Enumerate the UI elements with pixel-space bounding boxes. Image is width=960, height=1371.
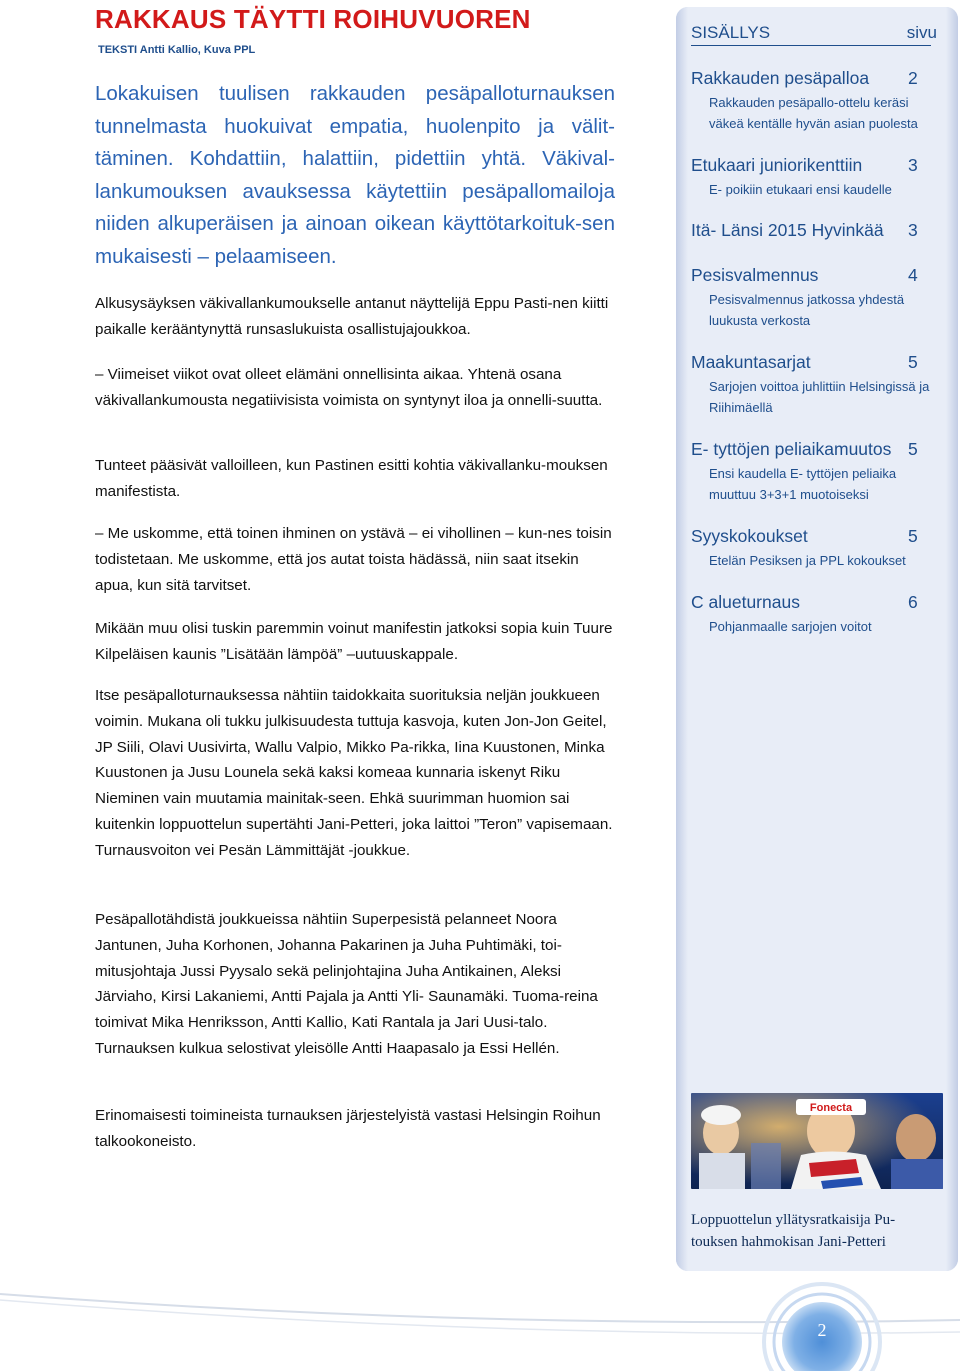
toc-entry-description: Etelän Pesiksen ja PPL kokoukset [709,553,906,568]
toc-entry-title: Rakkauden pesäpalloa [691,68,870,88]
toc-entry-description: Rakkauden pesäpallo-ottelu keräsi väkeä kentälle hyvän asian puolesta [709,95,918,131]
toc-entry-title: Syyskokoukset [691,526,808,546]
toc-entry-title: C alueturnaus [691,592,800,612]
article-byline: TEKSTI Antti Kallio, Kuva PPL [98,44,256,56]
toc-entry-title: Maakuntasarjat [691,352,811,372]
body-paragraph-8: Erinomaisesti toimineista turnauksen järjestelyistä vastasi Helsingin Roihun talkookoneisto. [95,1107,601,1150]
article-headline: RAKKAUS TÄYTTI ROIHUVUOREN [95,4,531,34]
toc-entry-page: 5 [908,352,918,372]
photo-banner-text: Fonecta [809,1102,853,1114]
body-paragraph-2: – Viimeiset viikot ovat olleet elämäni onnellisinta aikaa. Yhtenä osana väkivallankumousta negatiivisista voimista on syntynyt iloa ja onnelli-suutta. [95,366,603,409]
toc-page-label: sivu [906,23,937,42]
toc-entry-description: E- poikiin etukaari ensi kaudelle [709,182,892,197]
toc-entry-page: 5 [908,439,918,459]
crowd-photo-illustration [691,1093,943,1189]
toc-entry-title: E- tyttöjen peliaikamuutos [691,439,892,459]
body-paragraph-6: Itse pesäpalloturnauksessa nähtiin taidokkaita suorituksia neljän joukkueen voimin. Mukana oli tukku julkisuudesta tuttuja kasvoja, kuten Jon-Jon Geitel, JP Siili, Olavi Uusivirta, Wallu Valpio, Mikko Pa-rikka, Iina Kuustonen, Minka Kuustonen ja Jusu Lounela sekä kaksi komeaa kunnaria iskenyt Riku Nieminen vain muutamia mainitak-seen. Ehkä suurimman huomion sai kuitenkin loppuottelun supertähti Jani-Petteri, joka laittoi ”Teron” vapisemaan. Turnausvoiton vei Pesän Lämmittäjät -joukkue. [95,687,613,859]
body-paragraph-5: Mikään muu olisi tuskin paremmin voinut manifestin jatkoksi sopia kuin Tuure Kilpeläisen kaunis ”Lisätään lämpöä” –uutuuskappale. [95,620,613,663]
toc-entry-page: 2 [908,68,918,88]
body-paragraph-1: Alkusysäyksen väkivallankumoukselle antanut näyttelijä Eppu Pasti-nen kiitti paikalle kerääntynyttä runsaslukuista osallistujajoukkoa. [95,295,609,338]
toc-header [691,21,937,46]
article-lead: Lokakuisen tuulisen rakkauden pesäpalloturnauksen tunnelmasta huokuivat empatia, huolenpito ja välit-täminen. Kohdattiin, halattiin, pidettiin yhtä. Väkival-lankumouksen avauksessa käytettiin pesäpallomailoja niiden alkuperäisen ja ainoan oikean käyttötarkoituk-sen mukaisesti – pelaamiseen. [95,82,615,268]
toc-title: SISÄLLYS [691,23,771,42]
toc-entry-page: 4 [908,265,918,285]
toc-entry-title: Pesisvalmennus [691,265,819,285]
toc-entry-title: Etukaari juniorikenttiin [691,155,863,175]
toc-entry-page: 3 [908,155,918,175]
toc-entry-description: Pohjanmaalle sarjojen voitot [709,619,872,634]
page-number: 2 [817,1320,827,1340]
body-paragraph-3: Tunteet pääsivät valloilleen, kun Pastinen esitti kohtia väkivallanku-mouksen manifestista. [95,457,608,500]
toc-entry-page: 3 [908,220,918,240]
toc-entry-description: Pesisvalmennus jatkossa yhdestä luukusta verkosta [709,292,905,328]
toc-entry-title: Itä- Länsi 2015 Hyvinkää [691,220,884,240]
photo-caption: Loppuottelun yllätysratkaisija Pu-touksen hahmokisan Jani-Petteri [691,1212,896,1250]
toc-entry-description: Ensi kaudella E- tyttöjen peliaika muuttuu 3+3+1 muotoiseksi [709,466,897,502]
toc-entry-description: Sarjojen voittoa juhlittiin Helsingissä ja Riihimäellä [709,379,930,415]
toc-entry-page: 6 [908,592,918,612]
article-photo [691,1093,943,1189]
body-paragraph-4: – Me uskomme, että toinen ihminen on ystävä – ei vihollinen – kun-nes toisin todistetaan. Me uskomme, että jos autat toista hädässä, niin saat itsekin apua, kun sitä tarvitset. [95,525,612,594]
toc-entry-page: 5 [908,526,918,546]
contents-sidebar [676,7,958,1271]
body-paragraph-7: Pesäpallotähdistä joukkueissa nähtiin Superpesistä pelanneet Noora Jantunen, Juha Korhonen, Johanna Pakarinen ja Juha Puhtimäki, toi-mitusjohtaja Jussi Pyysalo sekä pelinjohtajina Juha Antikainen, Aleksi Järviaho, Kirsi Lakaniemi, Antti Pajala ja Antti Yli- Saunamäki. Tuoma-reina toimivat Mika Henriksson, Antti Kallio, Kati Rantala ja Jari Uusi-talo. Turnauksen kulkua selostivat yleisölle Antti Haapasalo ja Essi Hellén. [95,911,598,1057]
